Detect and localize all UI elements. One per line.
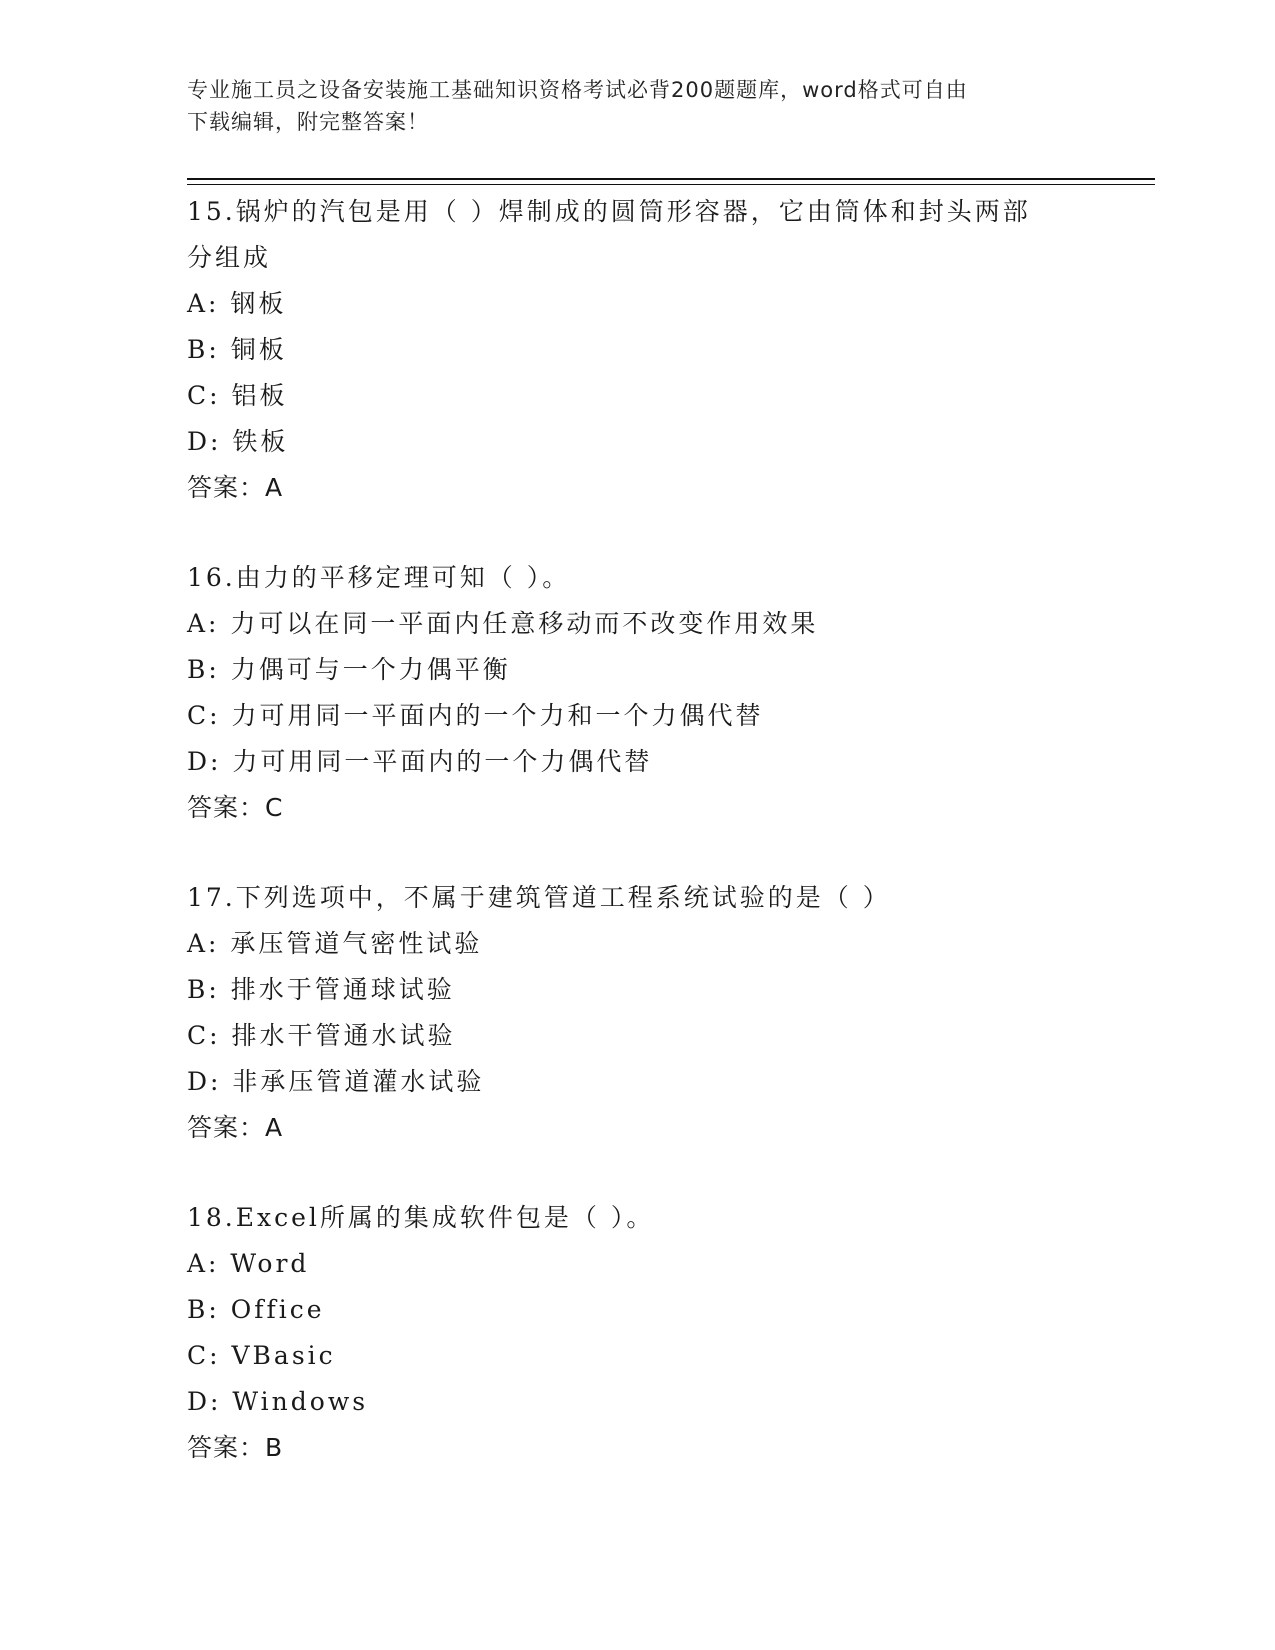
header-line-2: 下载编辑，附完整答案！ xyxy=(187,110,429,134)
option-c: C: VBasic xyxy=(187,1341,336,1370)
answer: 答案：C xyxy=(187,793,284,822)
answer: 答案：A xyxy=(187,473,284,502)
option-b: B: 力偶可与一个力偶平衡 xyxy=(187,655,511,684)
option-c: C: 铝板 xyxy=(187,381,288,410)
document-header xyxy=(187,74,1067,138)
question-stem: 15.锅炉的汽包是用（ ）焊制成的圆筒形容器，它由筒体和封头两部 xyxy=(187,197,1031,226)
option-a: A: 力可以在同一平面内任意移动而不改变作用效果 xyxy=(187,609,819,638)
option-a: A: 承压管道气密性试验 xyxy=(187,929,483,958)
question-stem: 16.由力的平移定理可知（ ）。 xyxy=(187,563,571,592)
option-d: D: Windows xyxy=(187,1387,369,1416)
question-stem-continued: 分组成 xyxy=(187,243,272,272)
question-17 xyxy=(187,875,1087,1151)
option-c: C: 力可用同一平面内的一个力和一个力偶代替 xyxy=(187,701,764,730)
option-a: A: 钢板 xyxy=(187,289,287,318)
question-stem: 17.下列选项中，不属于建筑管道工程系统试验的是（ ） xyxy=(187,883,891,912)
question-15 xyxy=(187,189,1087,511)
answer: 答案：B xyxy=(187,1433,284,1462)
option-d: D: 力可用同一平面内的一个力偶代替 xyxy=(187,747,653,776)
header-rule-thin xyxy=(187,184,1155,185)
question-16 xyxy=(187,555,1087,831)
option-d: D: 铁板 xyxy=(187,427,289,456)
option-b: B: Office xyxy=(187,1295,325,1324)
question-stem: 18.Excel所属的集成软件包是（ ）。 xyxy=(187,1203,655,1232)
header-rule-thick xyxy=(187,178,1155,180)
question-list xyxy=(187,189,1087,1515)
option-c: C: 排水干管通水试验 xyxy=(187,1021,456,1050)
header-line-1: 专业施工员之设备安装施工基础知识资格考试必背200题题库，word格式可自由 xyxy=(187,78,968,102)
option-d: D: 非承压管道灌水试验 xyxy=(187,1067,485,1096)
option-a: A: Word xyxy=(187,1249,310,1278)
option-b: B: 铜板 xyxy=(187,335,287,364)
answer: 答案：A xyxy=(187,1113,284,1142)
option-b: B: 排水于管通球试验 xyxy=(187,975,455,1004)
question-18 xyxy=(187,1195,1087,1471)
